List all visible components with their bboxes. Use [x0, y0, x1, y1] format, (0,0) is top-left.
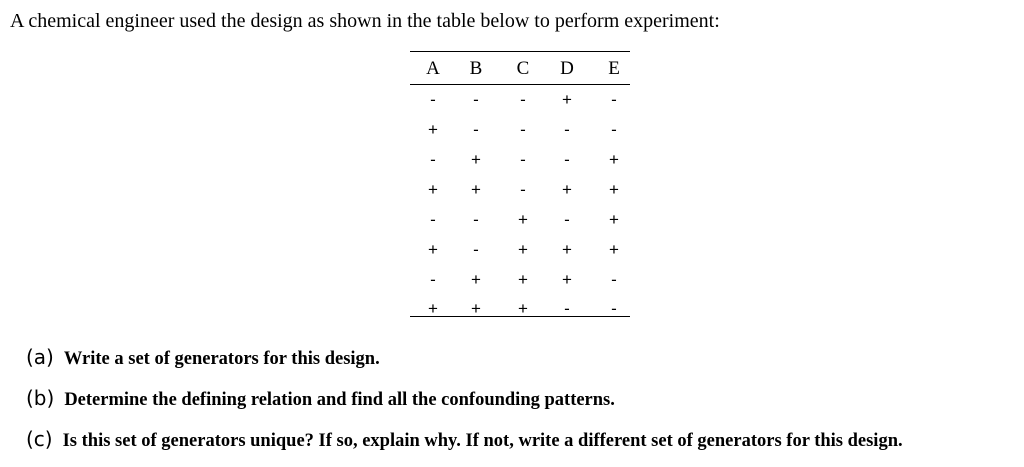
table-cell: -: [473, 120, 479, 139]
table-cell: -: [430, 270, 436, 289]
table-cell: +: [471, 270, 481, 289]
table-cell: -: [430, 90, 436, 109]
table-cell: -: [520, 120, 526, 139]
column-header-a: A: [426, 58, 440, 79]
table-header-rule: [410, 84, 630, 85]
table-cell: +: [609, 240, 619, 259]
column-header-b: B: [469, 58, 483, 79]
intro-text: A chemical engineer used the design as shown in the table below to perform experiment:: [10, 10, 720, 32]
question-c: [26, 427, 903, 453]
question-a: [26, 345, 380, 371]
column-header-d: D: [560, 58, 574, 79]
table-cell: -: [520, 150, 526, 169]
table-cell: +: [518, 299, 528, 318]
question-text: Write a set of generators for this design.: [63, 349, 380, 369]
table-cell: +: [609, 150, 619, 169]
table-cell: +: [518, 210, 528, 229]
table-cell: -: [473, 90, 479, 109]
table-cell: -: [473, 210, 479, 229]
table-cell: -: [520, 180, 526, 199]
table-cell: -: [611, 90, 617, 109]
table-cell: +: [428, 180, 438, 199]
table-cell: -: [611, 120, 617, 139]
table-cell: -: [611, 299, 617, 318]
column-header-c: C: [516, 58, 530, 79]
table-cell: -: [430, 150, 436, 169]
column-header-e: E: [608, 58, 620, 79]
table-cell: +: [518, 240, 528, 259]
table-cell: +: [471, 150, 481, 169]
table-cell: -: [473, 240, 479, 259]
table-cell: +: [518, 270, 528, 289]
question-b: [26, 386, 615, 412]
table-cell: +: [609, 210, 619, 229]
design-table: [410, 51, 630, 318]
table-cell: +: [428, 120, 438, 139]
table-cell: -: [564, 210, 570, 229]
question-letter: (b): [26, 386, 55, 410]
table-cell: +: [562, 180, 572, 199]
table-cell: -: [564, 120, 570, 139]
table-cell: -: [611, 270, 617, 289]
table-cell: +: [428, 240, 438, 259]
table-cell: +: [471, 299, 481, 318]
table-cell: -: [564, 299, 570, 318]
table-cell: -: [520, 90, 526, 109]
table-cell: +: [609, 180, 619, 199]
question-text: Determine the defining relation and find all the confounding patterns.: [64, 390, 615, 410]
table-cell: +: [562, 240, 572, 259]
question-letter: (a): [26, 345, 54, 369]
table-cell: +: [562, 90, 572, 109]
question-text: Is this set of generators unique? If so, explain why. If not, write a different set of generators for this design.: [62, 431, 903, 451]
table-cell: -: [430, 210, 436, 229]
table-cell: -: [564, 150, 570, 169]
table-cell: +: [562, 270, 572, 289]
question-letter: (c): [26, 427, 53, 451]
table-cell: +: [471, 180, 481, 199]
table-top-rule: [410, 51, 630, 52]
table-cell: +: [428, 299, 438, 318]
